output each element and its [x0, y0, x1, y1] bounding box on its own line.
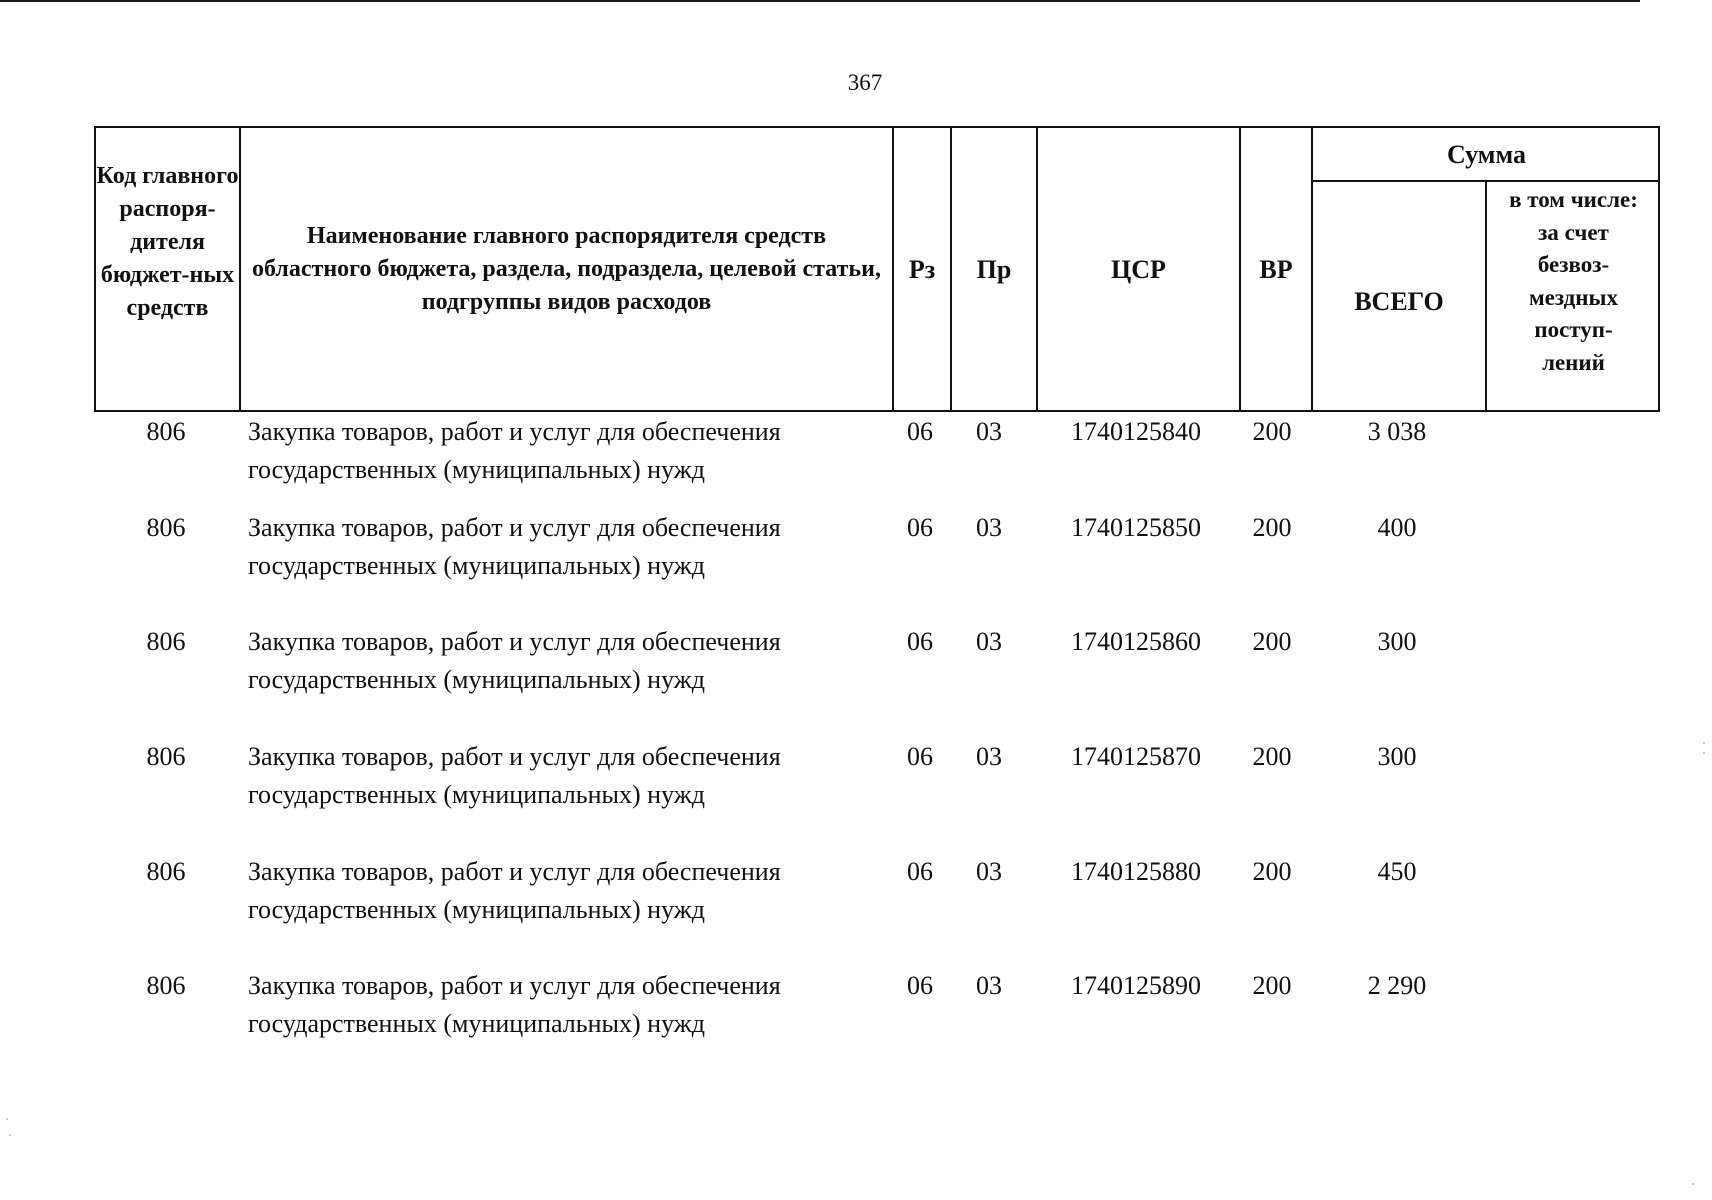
cell-total: 450 — [1377, 857, 1417, 886]
cell-csr: 1740125880 — [1071, 857, 1201, 886]
scan-speck — [9, 1134, 11, 1136]
scan-speck — [1692, 1183, 1694, 1185]
cell-rz: 06 — [907, 742, 933, 771]
cell-total: 300 — [1377, 627, 1417, 656]
cell-name-line2: государственных (муниципальных) нужд — [248, 551, 705, 580]
cell-name-line1: Закупка товаров, работ и услуг для обеспечения — [248, 513, 781, 542]
cell-name-line1: Закупка товаров, работ и услуг для обеспечения — [248, 742, 781, 771]
cell-name — [248, 509, 888, 585]
cell-csr: 1740125840 — [1071, 417, 1201, 446]
cell-code: 806 — [146, 971, 186, 1000]
cell-name-line2: государственных (муниципальных) нужд — [248, 780, 705, 809]
cell-name — [248, 967, 888, 1043]
cell-rz: 06 — [907, 857, 933, 886]
cell-pr: 03 — [976, 417, 1002, 446]
cell-code: 806 — [146, 627, 186, 656]
cell-name-line1: Закупка товаров, работ и услуг для обеспечения — [248, 971, 781, 1000]
cell-vr: 200 — [1252, 417, 1292, 446]
cell-code: 806 — [146, 857, 186, 886]
cell-csr: 1740125860 — [1071, 627, 1201, 656]
cell-code: 806 — [146, 417, 186, 446]
cell-name-line2: государственных (муниципальных) нужд — [248, 665, 705, 694]
cell-vr: 200 — [1252, 627, 1292, 656]
cell-total: 400 — [1377, 513, 1417, 542]
cell-csr: 1740125850 — [1071, 513, 1201, 542]
page-number: 367 — [847, 70, 883, 95]
table-row — [0, 509, 1712, 589]
cell-code: 806 — [146, 742, 186, 771]
header-sum: Сумма — [1446, 139, 1527, 169]
table-row — [0, 738, 1712, 818]
cell-rz: 06 — [907, 417, 933, 446]
cell-pr: 03 — [976, 971, 1002, 1000]
table-row — [0, 623, 1712, 703]
header-code: Код главного распоря-дителя бюджет-ных средств — [96, 163, 239, 321]
cell-code: 806 — [146, 513, 186, 542]
scan-speck — [6, 1118, 8, 1120]
cell-name — [248, 623, 888, 699]
cell-vr: 200 — [1252, 857, 1292, 886]
table-row — [0, 967, 1712, 1047]
cell-name-line1: Закупка товаров, работ и услуг для обеспечения — [248, 857, 781, 886]
cell-total: 300 — [1377, 742, 1417, 771]
cell-pr: 03 — [976, 857, 1002, 886]
header-rz: Рз — [908, 254, 936, 284]
cell-pr: 03 — [976, 742, 1002, 771]
cell-name-line2: государственных (муниципальных) нужд — [248, 455, 705, 484]
header-name: Наименование главного распорядителя средств областного бюджета, раздела, подраздела, целевой статьи, подгруппы видов расходов — [252, 222, 881, 315]
header-csr: ЦСР — [1111, 254, 1166, 284]
cell-vr: 200 — [1252, 513, 1292, 542]
cell-name-line2: государственных (муниципальных) нужд — [248, 1009, 705, 1038]
table-row — [0, 413, 1712, 493]
cell-name — [248, 738, 888, 814]
cell-name — [248, 853, 888, 929]
header-including: в том числе: за счет безвоз-мездных поступ-лений — [1509, 187, 1638, 375]
cell-name-line1: Закупка товаров, работ и услуг для обеспечения — [248, 417, 781, 446]
cell-name — [248, 413, 888, 489]
cell-vr: 200 — [1252, 971, 1292, 1000]
scan-speck — [1703, 752, 1705, 754]
scan-speck — [1703, 742, 1705, 744]
header-vr: ВР — [1259, 254, 1293, 284]
cell-pr: 03 — [976, 627, 1002, 656]
cell-pr: 03 — [976, 513, 1002, 542]
cell-vr: 200 — [1252, 742, 1292, 771]
cell-csr: 1740125890 — [1071, 971, 1201, 1000]
header-total: ВСЕГО — [1354, 286, 1444, 316]
cell-rz: 06 — [907, 627, 933, 656]
cell-total: 3 038 — [1367, 417, 1427, 446]
cell-total: 2 290 — [1367, 971, 1427, 1000]
cell-rz: 06 — [907, 513, 933, 542]
cell-csr: 1740125870 — [1071, 742, 1201, 771]
table-row — [0, 853, 1712, 933]
cell-rz: 06 — [907, 971, 933, 1000]
cell-name-line2: государственных (муниципальных) нужд — [248, 895, 705, 924]
header-pr: Пр — [976, 254, 1012, 284]
cell-name-line1: Закупка товаров, работ и услуг для обеспечения — [248, 627, 781, 656]
